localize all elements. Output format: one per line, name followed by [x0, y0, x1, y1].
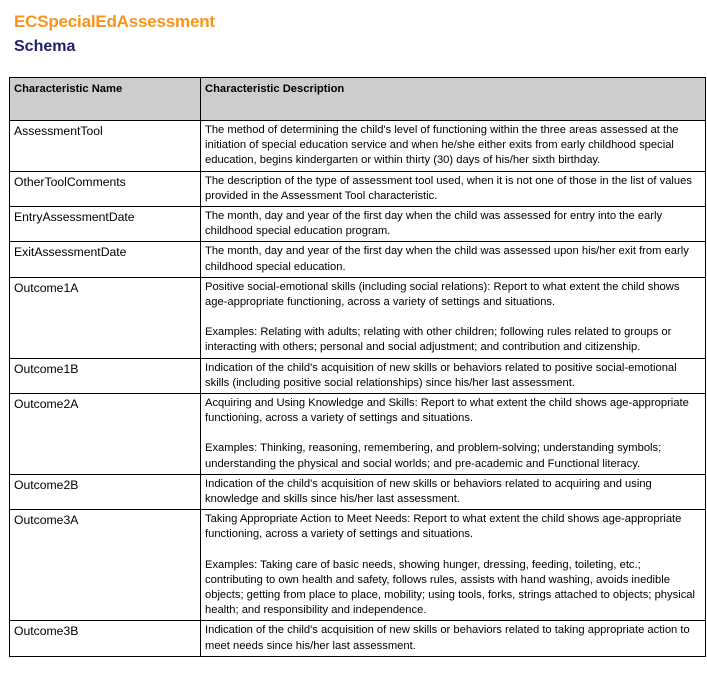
characteristic-description: [201, 358, 706, 393]
table-row: [10, 242, 706, 277]
characteristic-description: [201, 242, 706, 277]
characteristic-description: [201, 121, 706, 172]
characteristic-name: AssessmentTool: [10, 121, 201, 172]
column-header-description: Characteristic Description: [201, 78, 706, 121]
description-examples: Examples: Thinking, reasoning, remembering, and problem-solving; understanding symbols; understanding the physical and social worlds; and pre-academic and Functional literacy.: [205, 442, 662, 470]
description-examples: Examples: Relating with adults; relating with other children; following rules related to groups or interacting with others; personal and social adjustment; and contribution and citizenship.: [205, 326, 672, 354]
characteristic-description: [201, 510, 706, 621]
table-row: [10, 510, 706, 621]
table-row: [10, 121, 706, 172]
characteristic-name: EntryAssessmentDate: [10, 207, 201, 242]
characteristic-name: Outcome1B: [10, 358, 201, 393]
table-row: [10, 171, 706, 206]
characteristic-description: [201, 277, 706, 358]
description-paragraph: Indication of the child's acquisition of new skills or behaviors related to positive social-emotional skills (including positive social relationships) since his/her last assessment.: [205, 361, 677, 389]
description-paragraph: The month, day and year of the first day when the child was assessed for entry into the early childhood special education program.: [205, 210, 663, 238]
characteristic-name: Outcome2B: [10, 474, 201, 509]
section-heading: Schema: [14, 38, 76, 55]
table-row: [10, 621, 706, 656]
description-paragraph: Indication of the child's acquisition of new skills or behaviors related to acquiring and using knowledge and skills since his/her last assessment.: [205, 477, 652, 506]
description-paragraph: Indication of the child's acquisition of new skills or behaviors related to taking appropriate action to meet needs since his/her last assessment.: [205, 624, 690, 652]
table-row: [10, 474, 706, 509]
table-row: [10, 207, 706, 242]
column-header-name: Characteristic Name: [10, 78, 201, 121]
characteristic-name: ExitAssessmentDate: [10, 242, 201, 277]
schema-table: [9, 77, 706, 657]
characteristic-name: OtherToolComments: [10, 171, 201, 206]
table-row: [10, 358, 706, 393]
characteristic-description: [201, 394, 706, 475]
characteristic-description: [201, 474, 706, 509]
characteristic-name: Outcome3A: [10, 510, 201, 621]
characteristic-name: Outcome1A: [10, 277, 201, 358]
characteristic-name: Outcome3B: [10, 621, 201, 656]
table-header-row: [10, 78, 706, 121]
table-row: [10, 277, 706, 358]
description-examples: Examples: Taking care of basic needs, showing hunger, dressing, feeding, toileting, etc.; contributing to own health and safety, follows rules, assists with hand washing, avoids inedible objects; getting from place to place, mobility; using tools, forks, strings attached to objects; physical health; and responsibility and independence.: [205, 558, 696, 617]
characteristic-description: [201, 207, 706, 242]
characteristic-name: Outcome2A: [10, 394, 201, 475]
description-paragraph: Positive social-emotional skills (including social relations): Report to what extent the child shows age-appropriate functioning, across a variety of settings and situations.: [205, 280, 680, 309]
description-paragraph: The method of determining the child's level of functioning within the three areas assessed at the initiation of special education service and when he/she either exits from early childhood special education, begins kindergarten or within thirty (30) days of his/her sixth birthday.: [205, 124, 679, 167]
characteristic-description: [201, 621, 706, 656]
description-paragraph: Acquiring and Using Knowledge and Skills: Report to what extent the child shows age-appropriate functioning, across a variety of settings and situations.: [205, 397, 689, 425]
description-paragraph: The description of the type of assessment tool used, when it is not one of those in the list of values provided in the Assessment Tool characteristic.: [205, 174, 692, 202]
document-title: ECSpecialEdAssessment: [14, 12, 215, 31]
table-row: [10, 394, 706, 475]
characteristic-description: [201, 171, 706, 206]
description-paragraph: The month, day and year of the first day when the child was assessed upon his/her exit from early childhood special education.: [205, 245, 689, 273]
description-paragraph: Taking Appropriate Action to Meet Needs: Report to what extent the child shows age-appropriate functioning, across a variety of settings and situations.: [205, 513, 682, 541]
